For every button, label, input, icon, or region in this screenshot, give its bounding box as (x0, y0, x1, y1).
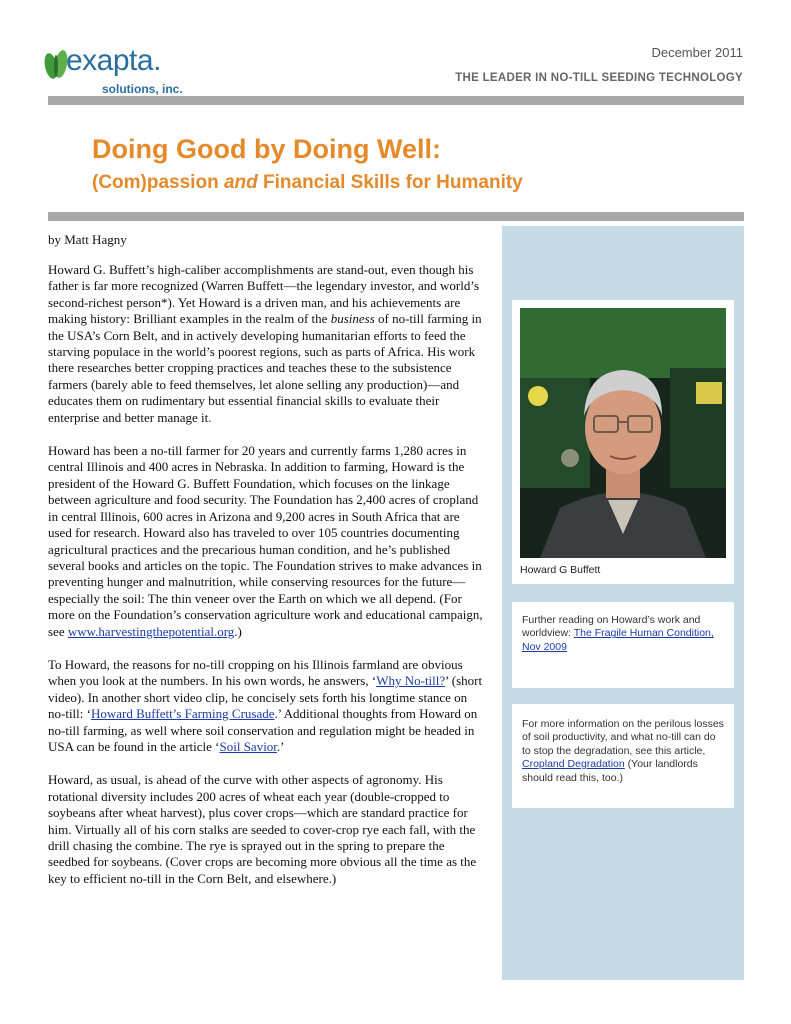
logo-subtitle: solutions, inc. (102, 82, 183, 96)
cropland-degradation-link[interactable]: Cropland Degradation (522, 758, 625, 771)
fragile-human-condition-link[interactable]: The Fragile Human Condition, Nov 2009 (522, 627, 714, 653)
exapta-logo (42, 40, 212, 102)
tagline: THE LEADER IN NO-TILL SEEDING TECHNOLOGY (455, 72, 743, 84)
more-info-box: For more information on the perilous losses of soil productivity, and what no-till can do to stop the degradation, see this article, Cropland Degradation (Your landlords should read this, too.) (512, 704, 734, 808)
title-divider (48, 212, 744, 221)
paragraph-3: To Howard, the reasons for no-till cropping on his Illinois farmland are obvious when you look at the numbers. In his own words, he answers, ‘Why No-till?’ (short video). In another short video clip, he concisely sets forth his longtime stance on no-till: ‘Howard Buffett’s Farming Crusade.’ Additional thoughts from Howard on no-till farming, as well where soil conservation and regulation might be headed in USA can be found in the article ‘Soil Savior.’ (48, 656, 483, 754)
paragraph-2: Howard has been a no-till farmer for 20 years and currently farms 1,280 acres in central Illinois and 400 acres in Nebraska. In addition to farming, Howard is the president of the Howard G. Buffett Foundation, which focuses on the linkage between agriculture and food security. The Foundation has 2,400 acres of cropland in central Illinois, 600 acres in Arizona and 9,200 acres in South Africa that are used for research. Howard also has traveled to over 105 countries documenting agricultural practices and the precarious human condition, and he’s published several books and articles on the topic. The Foundation strives to make advances in preventing hunger and malnutrition, while conserving resources for the future—especially the soil: The thin veneer over the Earth on which we all depend. (For more on the Foundation’s conservation agriculture work and educational campaign, see www.harvestingthepotential.org.) (48, 443, 483, 639)
byline: by Matt Hagny (48, 232, 127, 247)
article-body (48, 262, 484, 904)
paragraph-1: Howard G. Buffett’s high-caliber accomplishments are stand-out, even though his father is far more recognized (Warren Buffett—the legendary investor, and world’s second-richest person*). Yet Howard is a driven man, and his achievements are making history: Brilliant examples in the realm of the business of no-till farming in the USA’s Corn Belt, and in actively developing humanitarian efforts to feed the starving populace in the world’s poorest regions, such as parts of Africa. His work there researches better cropping practices and teaches these to the subsistence farmers (barely able to feed themselves, let alone selling any production)—and educates them on rudimentary but essential financial skills to evaluate their enterprise and better manage it. (48, 262, 482, 425)
harvesting-potential-link[interactable]: www.harvestingthepotential.org (67, 623, 235, 639)
portrait-photo (520, 308, 726, 558)
logo-wordmark: exapta. (66, 44, 161, 77)
farming-crusade-link[interactable]: Howard Buffett’s Farming Crusade (90, 706, 275, 722)
photo-caption: Howard G Buffett (520, 564, 601, 576)
photo-frame (512, 300, 734, 584)
issue-date: December 2011 (651, 45, 743, 60)
subtitle-emphasis: and (223, 172, 258, 193)
further-reading-box: Further reading on Howard’s work and worldview: The Fragile Human Condition, Nov 2009 (512, 602, 734, 688)
article-title: Doing Good by Doing Well: (92, 134, 441, 164)
paragraph-4: Howard, as usual, is ahead of the curve with other aspects of agronomy. His rotational diversity includes 200 acres of wheat each year (double-cropped to soybeans after wheat harvest), plus cover crops—which are standard practice for him. Virtually all of his corn stalks are seeded to cover-crop rye each fall, with the drill chasing the combine. The rye is sprayed out in the spring to prepare the seedbed for soybeans. (Cover crops are becoming more obvious all the time as the key to efficient no-till in the Corn Belt, and elsewhere.) (48, 772, 477, 886)
article-subtitle: (Com)passion and Financial Skills for Humanity (92, 172, 523, 193)
header-divider (48, 96, 744, 105)
soil-savior-link[interactable]: Soil Savior (219, 738, 277, 754)
why-no-till-link[interactable]: Why No-till? (376, 673, 446, 689)
